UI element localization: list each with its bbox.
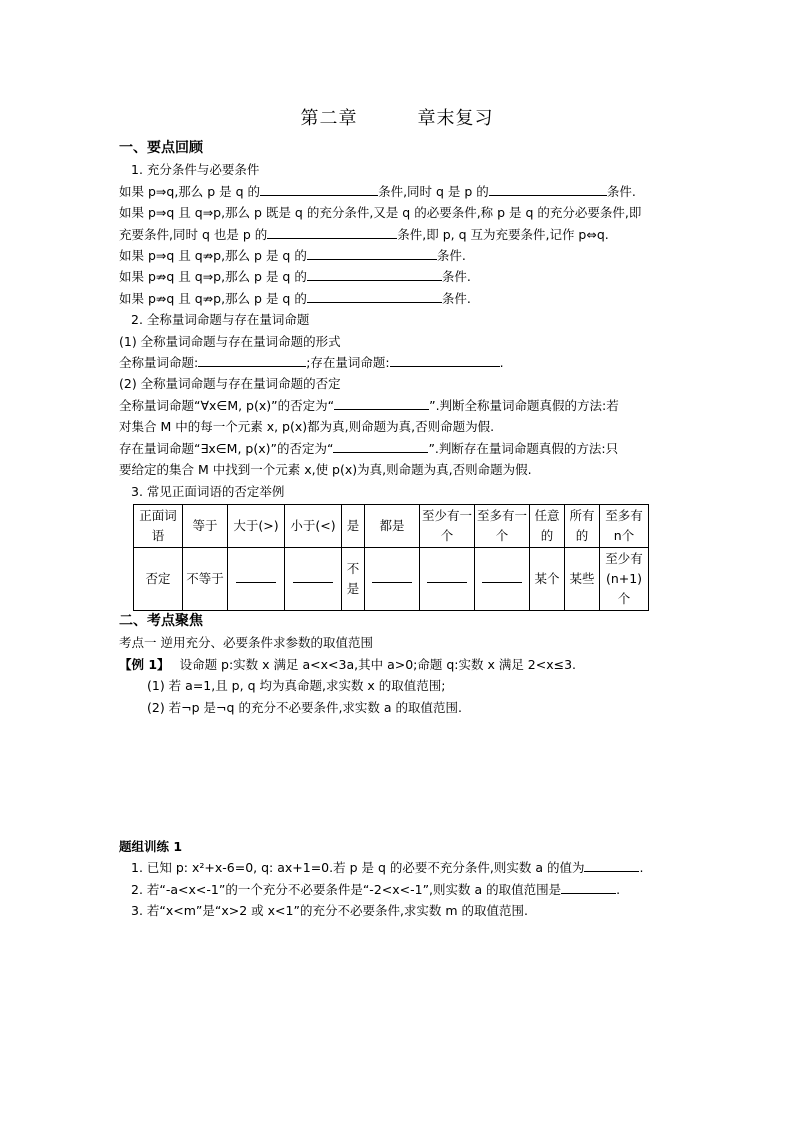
text-fragment: 2. 若“-a<x<-1”的一个充分不必要条件是“-2<x<-1”,则实数 a 的取值范围是: [131, 881, 562, 897]
table-cell: 小于(<): [285, 504, 342, 547]
text-fragment: ”.判断全称量词命题真假的方法:若: [429, 397, 619, 413]
paragraph-existential-method: 要给定的集合 M 中找到一个元素 x,使 p(x)为真,则命题为真,否则命题为假.: [119, 462, 532, 478]
table-cell: 任意的: [530, 504, 565, 547]
example-question-2: (2) 若¬p 是¬q 的充分不必要条件,求实数 a 的取值范围.: [147, 699, 462, 715]
fill-blank[interactable]: [307, 267, 442, 281]
text-fragment: ”.判断存在量词命题真假的方法:只: [428, 440, 619, 456]
subsection-negation-examples: 3. 常见正面词语的否定举例: [131, 483, 285, 499]
example-question-1: (1) 若 a=1,且 p, q 均为真命题,求实数 x 的取值范围;: [147, 678, 446, 694]
subsection-quantifiers: 2. 全称量词命题与存在量词命题: [131, 312, 310, 328]
table-row: [134, 504, 649, 547]
table-cell: 至多有一个: [475, 504, 530, 547]
chapter-title: 章末复习: [417, 108, 494, 129]
table-cell-blank[interactable]: [365, 547, 420, 610]
table-cell-blank[interactable]: [228, 547, 285, 610]
drill-question-2: [119, 879, 664, 900]
table-cell: 都是: [365, 504, 420, 547]
fill-blank[interactable]: [260, 182, 378, 196]
paragraph-iff-line2: [119, 224, 664, 245]
drill-question-1: [119, 857, 664, 878]
negation-table: [133, 504, 649, 611]
paragraph-universal-negation: [119, 395, 664, 416]
text-fragment: 条件.: [436, 248, 466, 264]
example-1: [119, 654, 664, 675]
paragraph-iff-line1: 如果 p⇒q 且 q⇒p,那么 p 既是 q 的充分条件,又是 q 的必要条件,称 p 是 q 的充分必要条件,即: [119, 205, 642, 221]
fill-blank[interactable]: [489, 182, 607, 196]
page-title: [0, 104, 794, 130]
table-cell: 至多有n个: [600, 504, 649, 547]
table-cell: 不等于: [183, 547, 228, 610]
main-content: [119, 138, 664, 922]
table-cell-blank[interactable]: [285, 547, 342, 610]
text-fragment: .: [616, 881, 621, 897]
table-cell: 不是: [342, 547, 365, 610]
topic-heading: 考点一 逆用充分、必要条件求参数的取值范围: [119, 635, 373, 651]
text-fragment: ;存在量词命题:: [306, 355, 390, 371]
section-heading-review: 一、要点回顾: [119, 140, 203, 156]
fill-blank[interactable]: [333, 439, 428, 453]
chapter-label: 第二章: [300, 108, 358, 129]
table-cell: 某个: [530, 547, 565, 610]
text-fragment: 如果 p⇒q 且 q⇏p,那么 p 是 q 的: [119, 248, 307, 264]
fill-blank[interactable]: [390, 353, 500, 367]
table-cell: 正面词语: [134, 504, 183, 547]
fill-blank[interactable]: [307, 246, 437, 260]
paragraph-universal-method: 对集合 M 中的每一个元素 x, p(x)都为真,则命题为真,否则命题为假.: [119, 419, 495, 435]
example-tag: 【例 1】: [119, 656, 170, 672]
table-cell: 至少有一个: [420, 504, 475, 547]
drill-question-3: 3. 若“x<m”是“x>2 或 x<1”的充分不必要条件,求实数 m 的取值范围.: [131, 903, 529, 919]
text-fragment: 1. 已知 p: x²+x-6=0, q: ax+1=0.若 p 是 q 的必要不充分条件,则实数 a 的值为: [131, 860, 585, 876]
table-cell: 等于: [183, 504, 228, 547]
text-fragment: 条件.: [441, 269, 471, 285]
table-cell: 某些: [565, 547, 600, 610]
example-text: 设命题 p:实数 x 满足 a<x<3a,其中 a>0;命题 q:实数 x 满足 2<x≤3.: [179, 656, 577, 672]
table-cell: 否定: [134, 547, 183, 610]
text-fragment: 如果 p⇏q 且 q⇒p,那么 p 是 q 的: [119, 269, 307, 285]
text-fragment: 充要条件,同时 q 也是 p 的: [119, 226, 268, 242]
fill-blank[interactable]: [307, 289, 442, 303]
text-fragment: .: [499, 355, 504, 371]
table-cell: 所有的: [565, 504, 600, 547]
text-fragment: 条件.: [606, 183, 636, 199]
text-fragment: 存在量词命题“∃x∈M, p(x)”的否定为“: [119, 440, 334, 456]
table-cell-blank[interactable]: [420, 547, 475, 610]
section-heading-focus: 二、考点聚焦: [119, 612, 203, 629]
paragraph-existential-negation: [119, 438, 664, 459]
table-row: [134, 547, 649, 610]
fill-blank[interactable]: [267, 225, 397, 239]
table-cell: 大于(>): [228, 504, 285, 547]
table-cell: 至少有(n+1)个: [600, 547, 649, 610]
table-cell: 是: [342, 504, 365, 547]
paragraph-forms: [119, 352, 664, 373]
text-fragment: 条件,即 p, q 互为充要条件,记作 p⇔q.: [397, 226, 609, 242]
paragraph-case-2: [119, 266, 664, 287]
table-cell-blank[interactable]: [475, 547, 530, 610]
drill-heading: 题组训练 1: [119, 838, 183, 854]
text-fragment: 如果 p⇏q 且 q⇏p,那么 p 是 q 的: [119, 290, 307, 306]
text-fragment: 全称量词命题:: [119, 355, 199, 371]
fill-blank[interactable]: [198, 353, 306, 367]
paragraph-case-1: [119, 245, 664, 266]
subsection-negation: (2) 全称量词命题与存在量词命题的否定: [119, 376, 341, 392]
answer-space: [119, 718, 664, 830]
subsection-forms: (1) 全称量词命题与存在量词命题的形式: [119, 333, 341, 349]
fill-blank[interactable]: [561, 880, 616, 894]
fill-blank[interactable]: [334, 396, 429, 410]
fill-blank[interactable]: [584, 858, 639, 872]
text-fragment: 全称量词命题“∀x∈M, p(x)”的否定为“: [119, 397, 335, 413]
text-fragment: 条件.: [441, 290, 471, 306]
text-fragment: 条件,同时 q 是 p 的: [378, 183, 489, 199]
paragraph-sufficient: [119, 181, 664, 202]
subsection-conditions: 1. 充分条件与必要条件: [131, 162, 260, 178]
paragraph-case-3: [119, 288, 664, 309]
text-fragment: 如果 p⇒q,那么 p 是 q 的: [119, 183, 261, 199]
text-fragment: .: [639, 860, 644, 876]
